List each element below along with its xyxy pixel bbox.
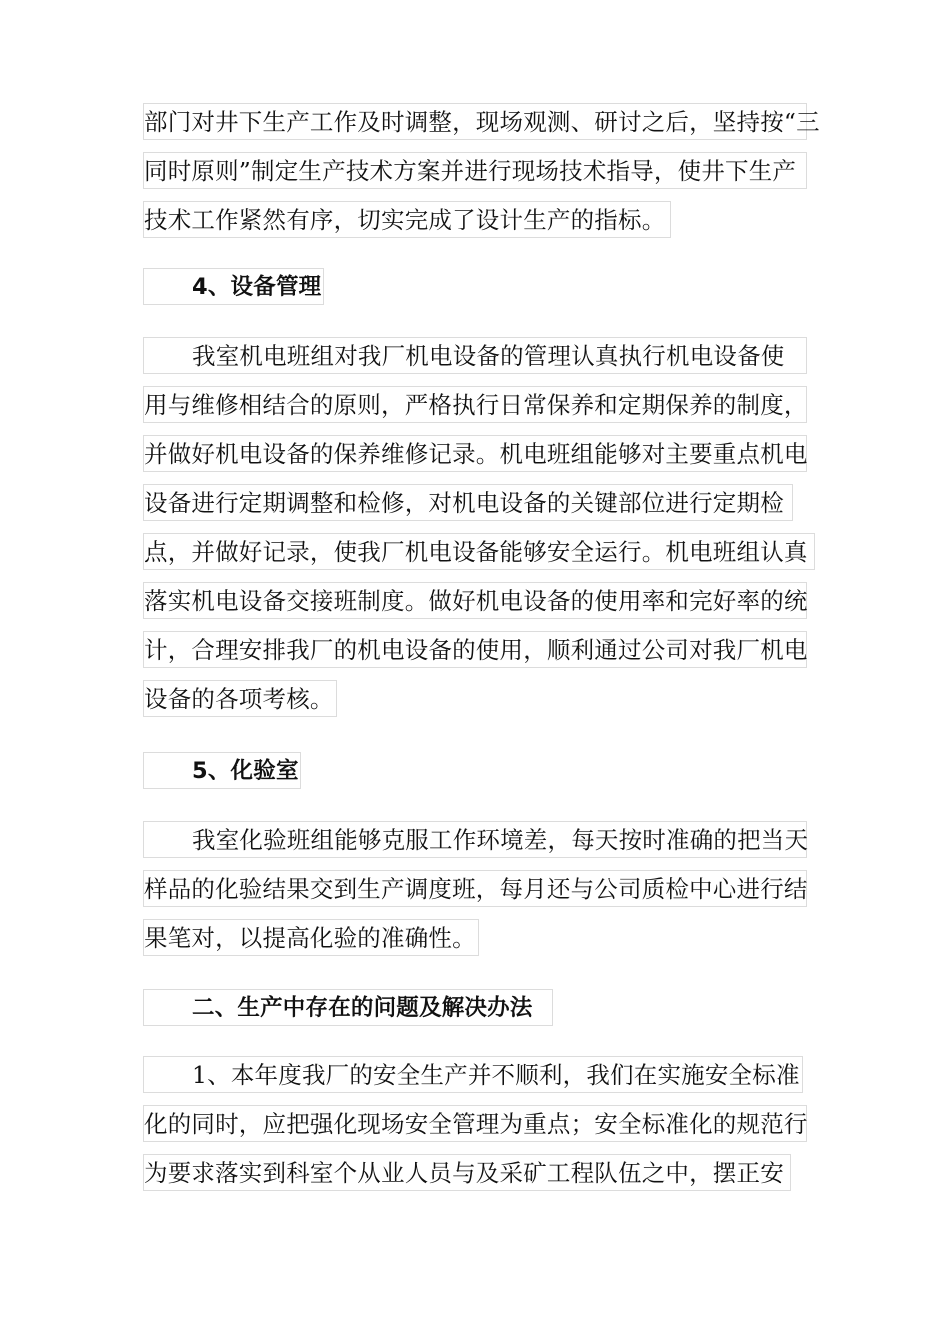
text-line: 设备的各项考核。 (143, 680, 337, 717)
text-line: 为要求落实到科室个从业人员与及采矿工程队伍之中，摆正安 (143, 1154, 791, 1191)
text-line: 1、本年度我厂的安全生产并不顺利，我们在实施安全标准 (143, 1056, 803, 1093)
section-heading: 5、化验室 (143, 752, 301, 789)
text-line: 果笔对，以提高化验的准确性。 (143, 919, 479, 956)
section-heading: 二、生产中存在的问题及解决办法 (143, 989, 553, 1026)
text-line: 我室机电班组对我厂机电设备的管理认真执行机电设备使 (143, 337, 807, 374)
text-line: 技术工作紧然有序，切实完成了设计生产的指标。 (143, 201, 671, 238)
text-line: 落实机电设备交接班制度。做好机电设备的使用率和完好率的统 (143, 582, 807, 619)
text-line: 设备进行定期调整和检修，对机电设备的关键部位进行定期检 (143, 484, 793, 521)
section-heading: 4、设备管理 (143, 268, 324, 305)
text-line: 样品的化验结果交到生产调度班，每月还与公司质检中心进行结 (143, 870, 807, 907)
text-line: 我室化验班组能够克服工作环境差，每天按时准确的把当天 (143, 821, 807, 858)
text-line: 部门对井下生产工作及时调整，现场观测、研讨之后，坚持按“三 (143, 103, 807, 140)
text-line: 计，合理安排我厂的机电设备的使用，顺利通过公司对我厂机电 (143, 631, 807, 668)
text-line: 点，并做好记录，使我厂机电设备能够安全运行。机电班组认真 (143, 533, 815, 570)
text-line: 用与维修相结合的原则，严格执行日常保养和定期保养的制度， (143, 386, 807, 423)
text-line: 并做好机电设备的保养维修记录。机电班组能够对主要重点机电 (143, 435, 807, 472)
text-line: 同时原则”制定生产技术方案并进行现场技术指导，使井下生产 (143, 152, 807, 189)
text-line: 化的同时，应把强化现场安全管理为重点；安全标准化的规范行 (143, 1105, 807, 1142)
